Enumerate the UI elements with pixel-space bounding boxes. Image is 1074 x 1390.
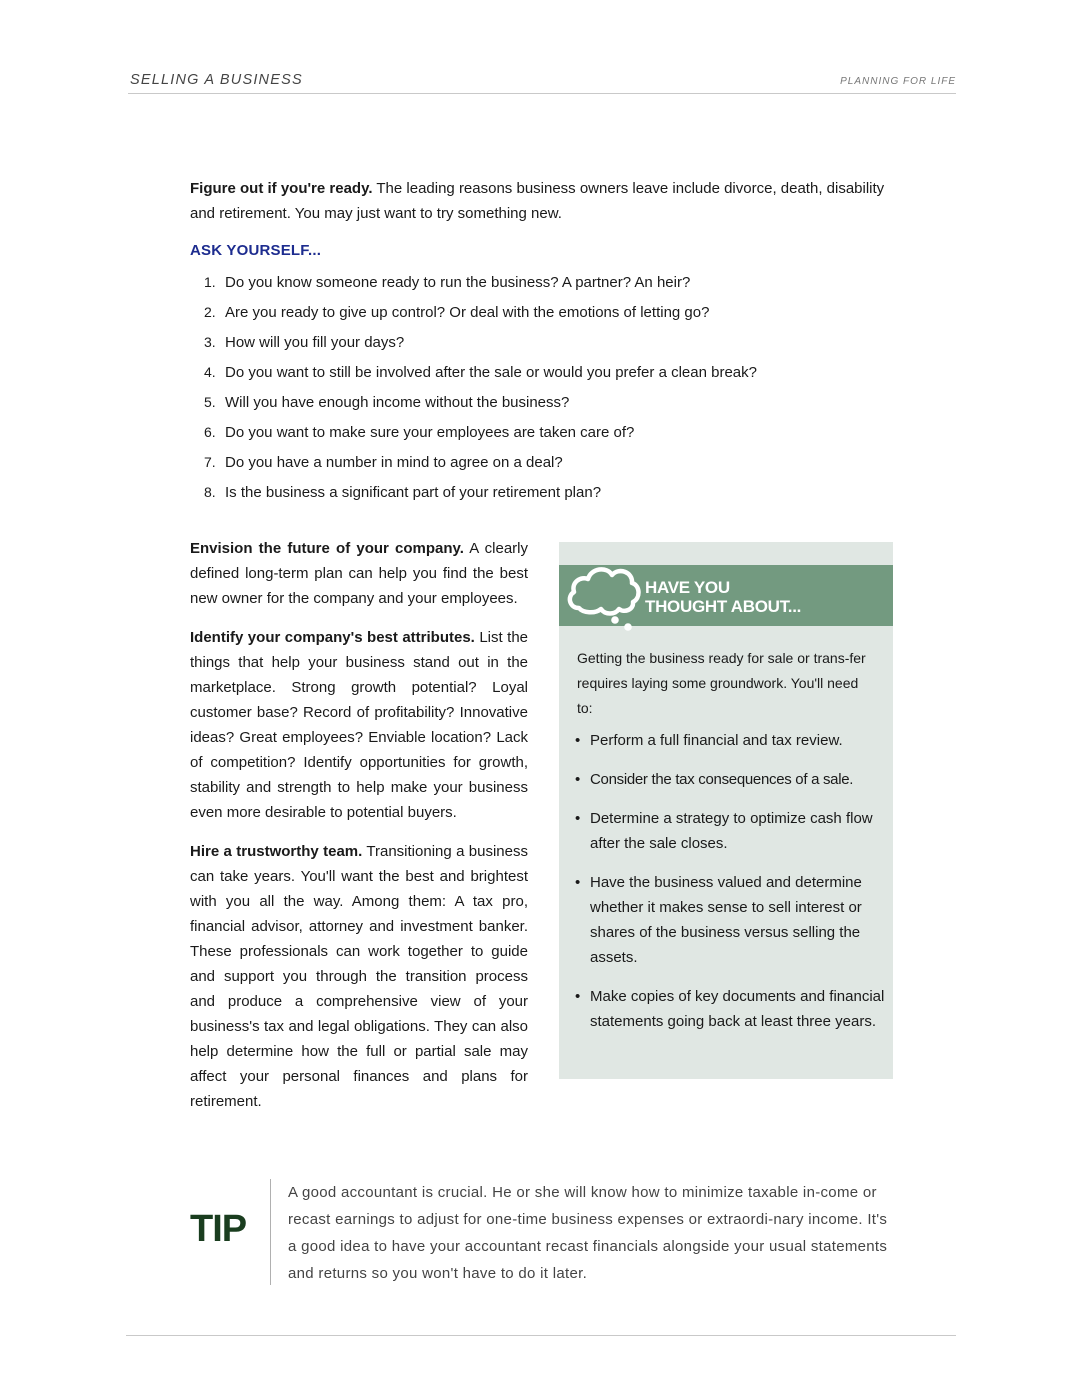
team-paragraph — [190, 839, 528, 1114]
footer-divider — [126, 1335, 956, 1336]
intro-text: The leading reasons business owners leave include divorce, death, disability and retirement. You may just want to try something new. — [190, 180, 885, 222]
question-item — [204, 300, 894, 330]
sidebar-checklist — [575, 728, 885, 1048]
checklist-item — [575, 806, 885, 856]
question-number: 5. — [204, 394, 216, 410]
envision-lead: Envision the future of your company. — [190, 540, 464, 557]
question-number: 6. — [204, 424, 216, 440]
sidebar-title-line1: HAVE YOU — [645, 578, 730, 597]
checklist-item — [575, 728, 885, 753]
question-text: Will you have enough income without the business? — [225, 394, 570, 411]
checklist-text: Make copies of key documents and financial statements going back at least three years. — [590, 988, 885, 1030]
intro-paragraph — [190, 176, 894, 226]
checklist-item — [575, 984, 885, 1034]
question-text: Do you know someone ready to run the business? A partner? An heir? — [225, 274, 691, 291]
checklist-item — [575, 767, 885, 792]
question-item — [204, 360, 894, 390]
tip-divider — [270, 1179, 271, 1285]
envision-text: A clearly defined long-term plan can help you find the best new owner for the company and your employees. — [190, 540, 528, 607]
sidebar-intro: Getting the business ready for sale or trans-fer requires laying some groundwork. You'll need to: — [577, 650, 866, 716]
question-item — [204, 390, 894, 420]
attributes-text: List the things that help your business stand out in the marketplace. Strong growth potential? Loyal customer base? Record of profitability? Innovative ideas? Great employees? Enviable location? Lack of competition? Identify opportunities for growth, stability and strength to help make your business even more desirable to potential buyers. — [190, 629, 529, 821]
ask-yourself-heading: ASK YOURSELF... — [190, 242, 322, 259]
question-item — [204, 450, 894, 480]
running-header-section: PLANNING FOR LIFE — [840, 76, 956, 87]
question-number: 1. — [204, 274, 216, 290]
bullet: • — [575, 771, 581, 788]
running-header-title: SELLING A BUSINESS — [130, 72, 303, 88]
envision-paragraph — [190, 536, 528, 611]
sidebar-title-line2: THOUGHT ABOUT... — [645, 597, 802, 616]
bullet: • — [575, 874, 581, 891]
sidebar-title — [645, 578, 801, 616]
header-divider — [128, 93, 956, 94]
checklist-item — [575, 870, 885, 970]
question-text: Are you ready to give up control? Or deal with the emotions of letting go? — [225, 304, 710, 321]
question-number: 8. — [204, 484, 216, 500]
question-list — [204, 270, 894, 510]
question-text: Do you have a number in mind to agree on a deal? — [225, 454, 563, 471]
question-text: Do you want to still be involved after the sale or would you prefer a clean break? — [225, 364, 757, 381]
attributes-paragraph — [190, 625, 528, 825]
question-item — [204, 420, 894, 450]
bullet: • — [575, 810, 581, 827]
question-item — [204, 270, 894, 300]
team-text: Transitioning a business can take years. You'll want the best and brightest with you all the way. Among them: A tax pro, financial advisor, attorney and investment banker. These professionals can work together to guide and support you through the transition process and produce a comprehensive view of your business's tax and legal obligations. They can also help determine how the full or partial sale may affect your personal finances and plans for retirement. — [190, 843, 528, 1110]
left-column — [190, 536, 528, 1128]
bullet: • — [575, 732, 581, 749]
tip-text: A good accountant is crucial. He or she will know how to minimize taxable in-come or recast earnings to adjust for one-time business expenses or extraordi-nary income. It's a good idea to have your accountant recast financials alongside your usual statements and returns so you won't have to do it later. — [288, 1184, 888, 1282]
question-number: 7. — [204, 454, 216, 470]
question-number: 2. — [204, 304, 216, 320]
question-text: Is the business a significant part of your retirement plan? — [225, 484, 602, 501]
intro-lead: Figure out if you're ready. — [190, 180, 373, 197]
question-item — [204, 480, 894, 510]
attributes-lead: Identify your company's best attributes. — [190, 629, 475, 646]
question-number: 4. — [204, 364, 216, 380]
question-text: Do you want to make sure your employees are taken care of? — [225, 424, 635, 441]
tip-label: TIP — [190, 1208, 247, 1250]
team-lead: Hire a trustworthy team. — [190, 843, 363, 860]
checklist-text: Determine a strategy to optimize cash flow after the sale closes. — [590, 810, 873, 852]
thought-cloud-icon — [565, 562, 643, 634]
question-item — [204, 330, 894, 360]
checklist-text: Perform a full financial and tax review. — [590, 732, 843, 749]
checklist-text: Consider the tax consequences of a sale. — [590, 771, 854, 788]
checklist-text: Have the business valued and determine whether it makes sense to sell interest or shares of the business versus selling the assets. — [590, 874, 862, 966]
bullet: • — [575, 988, 581, 1005]
question-text: How will you fill your days? — [225, 334, 405, 351]
question-number: 3. — [204, 334, 216, 350]
